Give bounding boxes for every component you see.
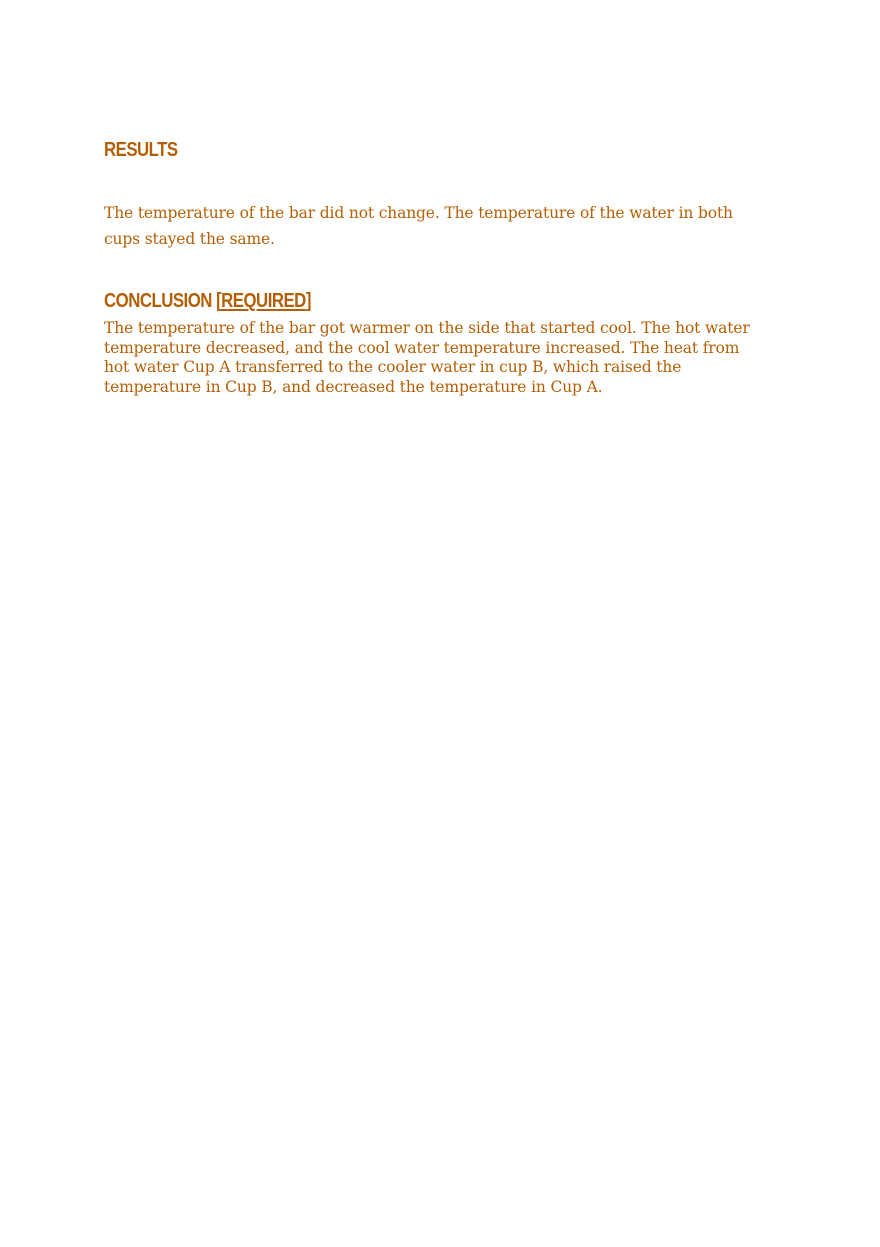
document-content: [104, 136, 764, 397]
required-bracket-open: [: [216, 290, 222, 312]
results-heading: RESULTS: [104, 139, 178, 161]
conclusion-heading-label: CONCLUSION: [104, 290, 212, 312]
conclusion-text: The temperature of the bar got warmer on the side that started cool. The hot water temperature decreased, and the cool water temperature increased. The heat from hot water Cup A transferred to the cooler water in cup B, which raised the temperature in Cup B, and decreased the temperature in Cup A.: [104, 319, 750, 396]
required-label: REQUIRED: [221, 290, 306, 312]
required-bracket-close: ]: [305, 290, 311, 312]
conclusion-heading: [104, 287, 658, 315]
results-text: The temperature of the bar did not change. The temperature of the water in both cups stayed the same.: [104, 204, 733, 248]
